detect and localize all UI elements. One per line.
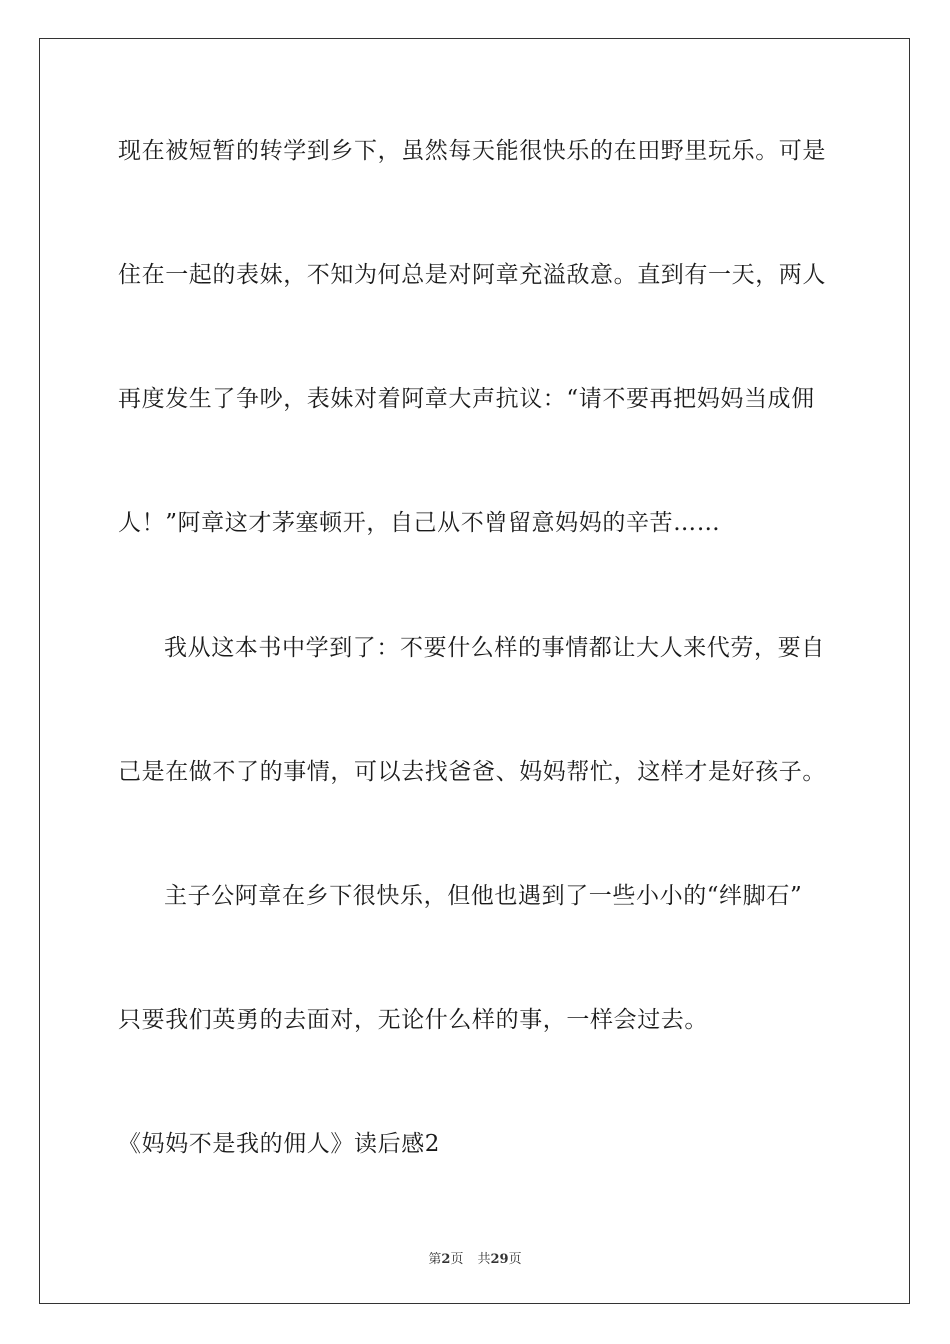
- page-border: [39, 38, 910, 1304]
- section-heading: 《妈妈不是我的佣人》读后感2: [118, 1131, 441, 1157]
- page-number: 2: [441, 1252, 451, 1267]
- paragraph-line-7: 主子公阿章在乡下很快乐，但他也遇到了一些小小的“绊脚石”: [164, 883, 803, 909]
- paragraph-line-5: 我从这本书中学到了：不要什么样的事情都让大人来代劳，要自: [164, 635, 825, 661]
- paragraph-line-3: 再度发生了争吵，表妹对着阿章大声抗议：“请不要再把妈妈当成佣: [118, 386, 815, 412]
- total-suffix: 页: [508, 1252, 522, 1267]
- paragraph-line-8: 只要我们英勇的去面对，无论什么样的事，一样会过去。: [118, 1007, 708, 1033]
- paragraph-line-2: 住在一起的表妹，不知为何总是对阿章充溢敌意。直到有一天，两人: [118, 262, 826, 288]
- paragraph-line-6: 己是在做不了的事情，可以去找爸爸、妈妈帮忙，这样才是好孩子。: [118, 759, 826, 785]
- paragraph-line-1: 现在被短暂的转学到乡下，虽然每天能很快乐的在田野里玩乐。可是: [118, 138, 826, 164]
- page-suffix: 页: [450, 1252, 464, 1267]
- total-pages: 29: [490, 1252, 509, 1267]
- page-footer: [0, 1248, 950, 1267]
- total-prefix: 共: [477, 1252, 491, 1267]
- paragraph-line-4: 人！”阿章这才茅塞顿开，自己从不曾留意妈妈的辛苦……: [118, 510, 721, 536]
- page-prefix: 第: [428, 1252, 442, 1267]
